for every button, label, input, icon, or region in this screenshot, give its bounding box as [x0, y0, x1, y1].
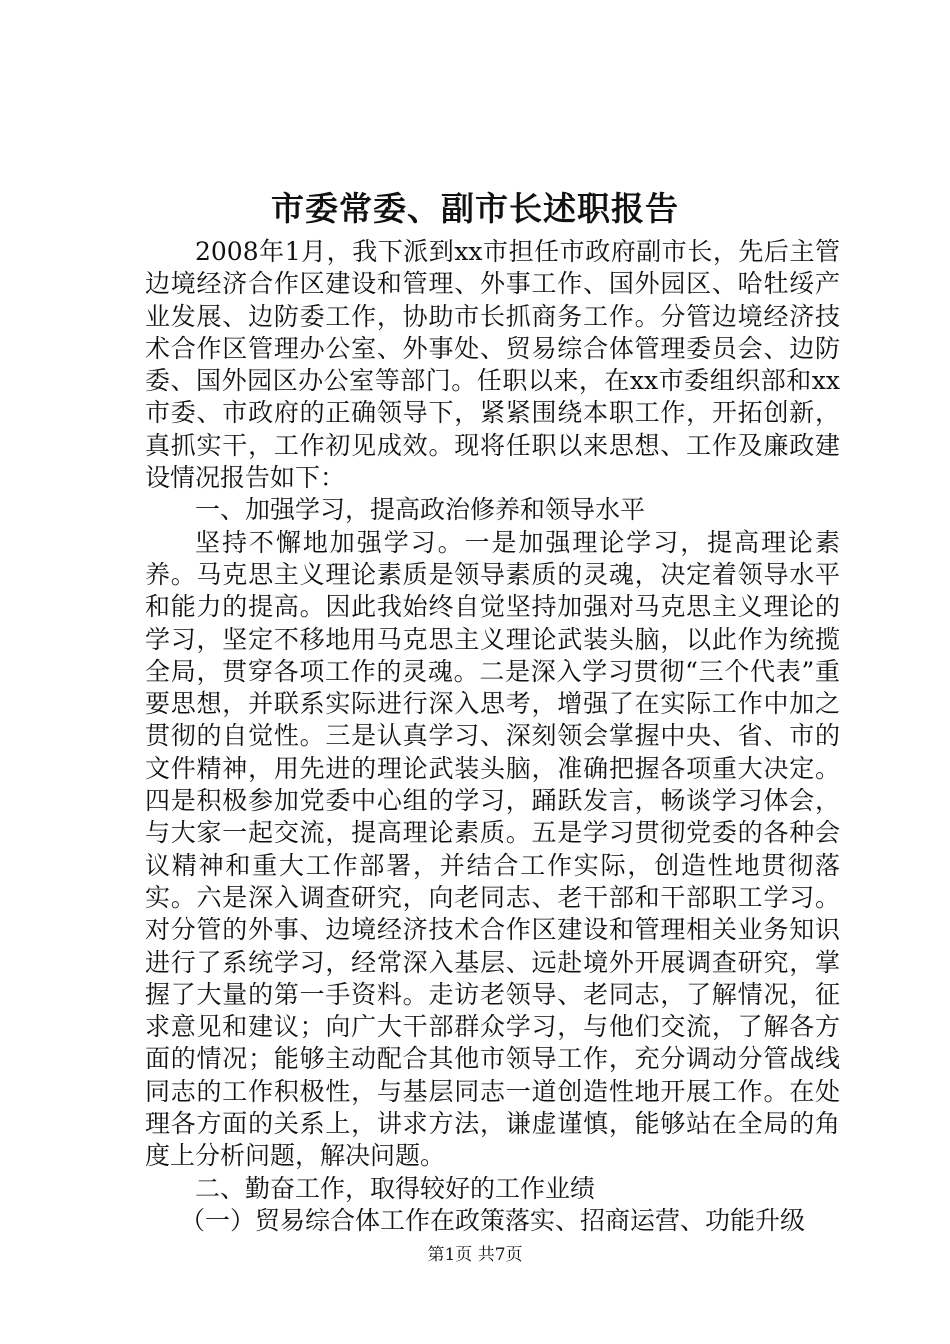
paragraph-study: 坚持不懈地加强学习。一是加强理论学习，提高理论素养。马克思主义理论素质是领导素质的灵魂，决定着领导水平和能力的提高。因此我始终自觉坚持加强对马克思主义理论的学习，坚定不移地用马克思主义理论武装头脑，以此作为统揽全局，贯穿各项工作的灵魂。二是深入学习贯彻“三个代表”重要思想，并联系实际进行深入思考，增强了在实际工作中加之贯彻的自觉性。三是认真学习、深刻领会掌握中央、省、市的文件精神，用先进的理论武装头脑，准确把握各项重大决定。四是积极参加党委中心组的学习，踊跃发言，畅谈学习体会，与大家一起交流，提高理论素质。五是学习贯彻党委的各种会议精神和重大工作部署，并结合工作实际，创造性地贯彻落实。六是深入调查研究，向老同志、老干部和干部职工学习。对分管的外事、边境经济技术合作区建设和管理相关业务知识进行了系统学习，经常深入基层、远赴境外开展调查研究，掌握了大量的第一手资料。走访老领导、老同志，了解情况，征求意见和建议；向广大干部群众学习，与他们交流，了解各方面的情况；能够主动配合其他市领导工作，充分调动分管战线同志的工作积极性，与基层同志一道创造性地开展工作。在处理各方面的关系上，讲求方法，谦虚谨慎，能够站在全局的角度上分析问题，解决问题。	[145, 527, 840, 1171]
document-body	[145, 236, 840, 1237]
section-heading-1: 一、加强学习，提高政治修养和领导水平	[195, 495, 646, 525]
page-number-footer: 第1页 共7页	[427, 1245, 523, 1265]
paragraph-intro: 2008年1月，我下派到xx市担任市政府副市长，先后主管边境经济合作区建设和管理、外事工作、国外园区、哈牡绥产业发展、边防委工作，协助市长抓商务工作。分管边境经济技术合作区管理办公室、外事处、贸易综合体管理委员会、边防委、国外园区办公室等部门。任职以来，在xx市委组织部和xx市委、市政府的正确领导下，紧紧围绕本职工作，开拓创新，真抓实干，工作初见成效。现将任职以来思想、工作及廉政建设情况报告如下：	[145, 237, 840, 493]
document-title: 市委常委、副市长述职报告	[271, 189, 679, 228]
subsection-heading-1: （一）贸易综合体工作在政策落实、招商运营、功能升级	[180, 1205, 806, 1235]
section-heading-2: 二、勤奋工作，取得较好的工作业绩	[195, 1173, 596, 1203]
